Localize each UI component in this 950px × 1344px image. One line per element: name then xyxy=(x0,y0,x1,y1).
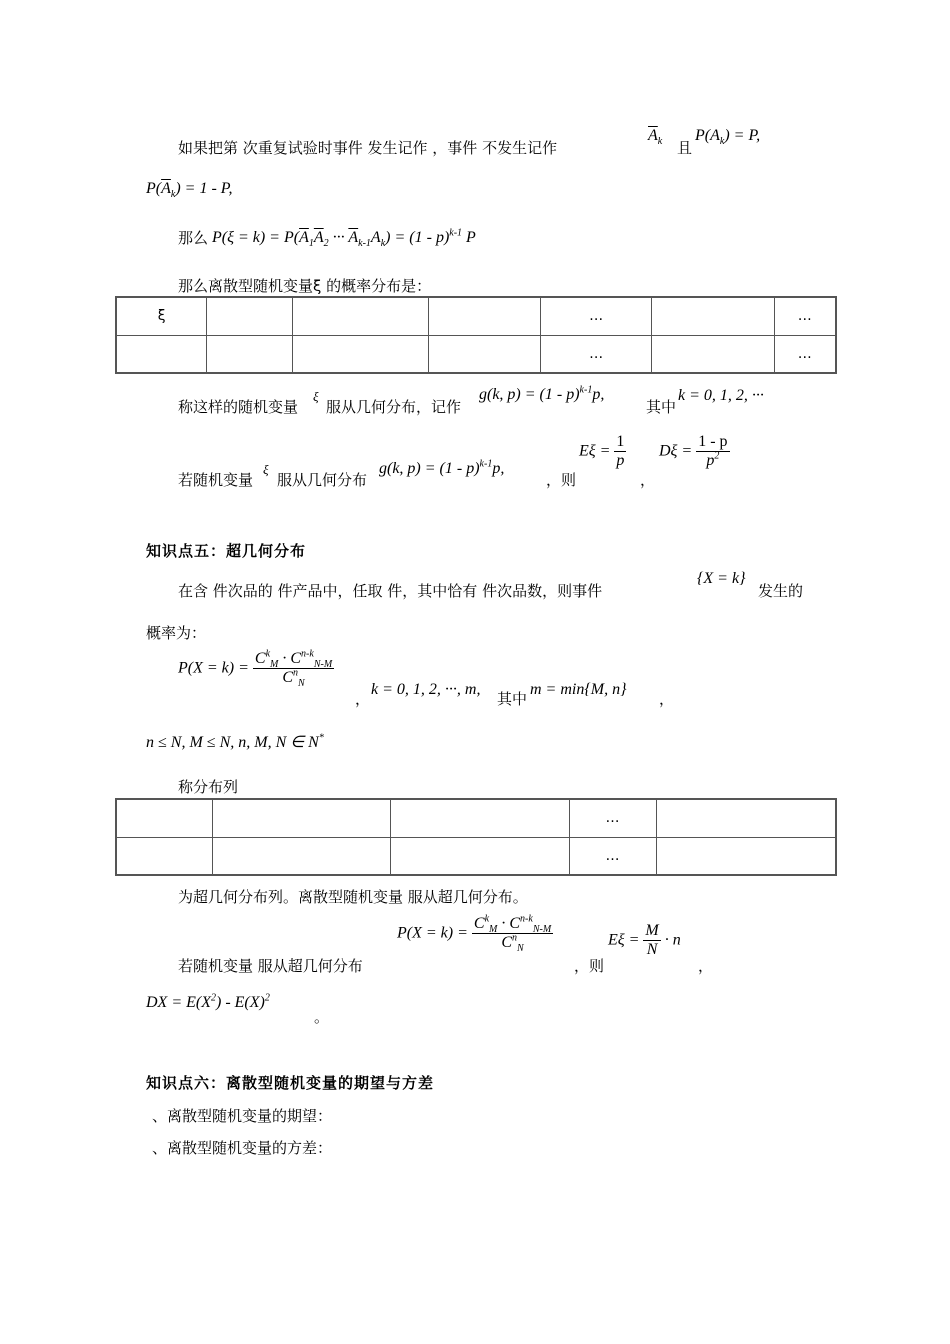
conditions: n ≤ N, M ≤ N, n, M, N ∈ N* xyxy=(146,732,324,751)
table-row xyxy=(116,799,836,837)
hypergeometric-expectation: Eξ = $\frac{M}{N}$ · n xyxy=(608,922,681,958)
section-heading-5: 知识点五：超几何分布 xyxy=(146,542,307,560)
p-abar-formula: $P(\overline{A}_k) = 1 - P$, xyxy=(146,180,233,201)
table-cell xyxy=(656,837,836,875)
table-cell xyxy=(651,297,774,335)
geometric-g-formula: g(k, p) = (1 - p)$^{k-1}$p, xyxy=(379,458,505,477)
table-cell: … xyxy=(541,297,652,335)
m-definition: m = min{M, n} xyxy=(530,681,627,698)
table-cell xyxy=(207,335,293,373)
k-range: k = 0, 1, 2, ··· xyxy=(678,387,764,404)
variance-dx-formula: DX = $E(X^2) - E(X)^2$ xyxy=(146,992,270,1011)
table-cell xyxy=(116,335,207,373)
para4-text3: 其中 xyxy=(646,398,677,416)
table-cell: … xyxy=(541,335,652,373)
table-cell: … xyxy=(569,837,656,875)
para2-lead: 那么 xyxy=(178,229,209,247)
para5-text1: 若随机变量 xyxy=(178,471,254,489)
table-cell xyxy=(292,297,428,335)
para7-qizhong: 其中 xyxy=(497,690,528,708)
xi-symbol: ξ xyxy=(313,389,319,404)
table-cell: … xyxy=(774,297,836,335)
para10-ze: ，则 xyxy=(574,957,605,975)
para10-text1: 若随机变量 服从超几何分布 xyxy=(178,957,363,975)
section-heading-6: 知识点六：离散型随机变量的期望与方差 xyxy=(146,1074,435,1092)
table-cell xyxy=(428,335,541,373)
para7-comma1: ， xyxy=(355,690,371,708)
para6-tail: 发生的 xyxy=(758,582,804,600)
table-cell xyxy=(207,297,293,335)
para5-comma: ， xyxy=(640,471,656,489)
table-cell xyxy=(656,799,836,837)
table-cell xyxy=(390,799,569,837)
table-cell: ξ xyxy=(116,297,207,335)
hypergeometric-formula: P(X = k) = $\frac{C^k_M \cdot C^{n-k}_{N-M}}{C^n_N}$ xyxy=(178,648,333,690)
k-range: k = 0, 1, 2, ···, m, xyxy=(371,681,481,698)
para8-text: 称分布列 xyxy=(178,778,239,796)
para10-comma: ， xyxy=(698,957,714,975)
table-cell xyxy=(428,297,541,335)
para1-text: 如果把第 次重复试验时事件 发生记作 ，事件 不发生记作 xyxy=(178,139,558,157)
table-cell xyxy=(116,799,212,837)
table-row xyxy=(116,837,836,875)
table-cell xyxy=(651,335,774,373)
qie-text: 且 xyxy=(677,139,693,157)
p-ak-formula: $P(A_k) = P$, xyxy=(695,127,761,148)
table-row xyxy=(116,297,836,335)
table-row xyxy=(116,335,836,373)
table-cell xyxy=(292,335,428,373)
para10-period: 。 xyxy=(314,1008,330,1026)
table-cell xyxy=(212,799,390,837)
para6-text: 在含 件次品的 件产品中，任取 件，其中恰有 件次品数，则事件 xyxy=(178,582,603,600)
hypergeometric-distribution-table xyxy=(115,798,837,876)
table-cell xyxy=(390,837,569,875)
para5-text2: 服从几何分布 xyxy=(277,471,368,489)
hypergeometric-formula: P(X = k) = $\frac{C^k_M \cdot C^{n-k}_{N-M}}{C^n_N}$ xyxy=(397,913,552,955)
para4-text2: 服从几何分布，记作 xyxy=(326,398,462,416)
table-cell xyxy=(116,837,212,875)
a-bar-k: $\overline{A}_k$ xyxy=(648,127,663,148)
table-cell: … xyxy=(774,335,836,373)
expectation-formula: Eξ = $\frac{1}{p}$ xyxy=(579,433,625,469)
geometric-distribution-table xyxy=(115,296,837,374)
geometric-g-formula: g(k, p) = (1 - p)$^{k-1}$p, xyxy=(479,384,605,403)
xi-symbol: ξ xyxy=(263,462,269,477)
para7-comma2: ， xyxy=(659,690,675,708)
variance-formula: Dξ = $\frac{1 - p}{p^2}$ xyxy=(659,433,728,469)
para3-text: 那么离散型随机变量ξ 的概率分布是： xyxy=(178,277,432,295)
event-formula: {X = k} xyxy=(697,570,746,587)
para4-text1: 称这样的随机变量 xyxy=(178,398,299,416)
para6-line2: 概率为： xyxy=(146,624,207,642)
para9-text: 为超几何分布列。离散型随机变量 服从超几何分布。 xyxy=(178,888,528,906)
table-cell xyxy=(212,837,390,875)
list-item: 、离散型随机变量的期望： xyxy=(152,1107,333,1125)
para5-ze: ，则 xyxy=(546,471,577,489)
table-cell: … xyxy=(569,799,656,837)
list-item: 、离散型随机变量的方差： xyxy=(152,1139,333,1157)
geometric-probability-formula: $P(\xi = k) = P(\overline{A}_1\overline{A}_2$ ··· $\overline{A}_{k-1}A_k) = (1 - p)^{k-1}$ P xyxy=(212,227,476,250)
